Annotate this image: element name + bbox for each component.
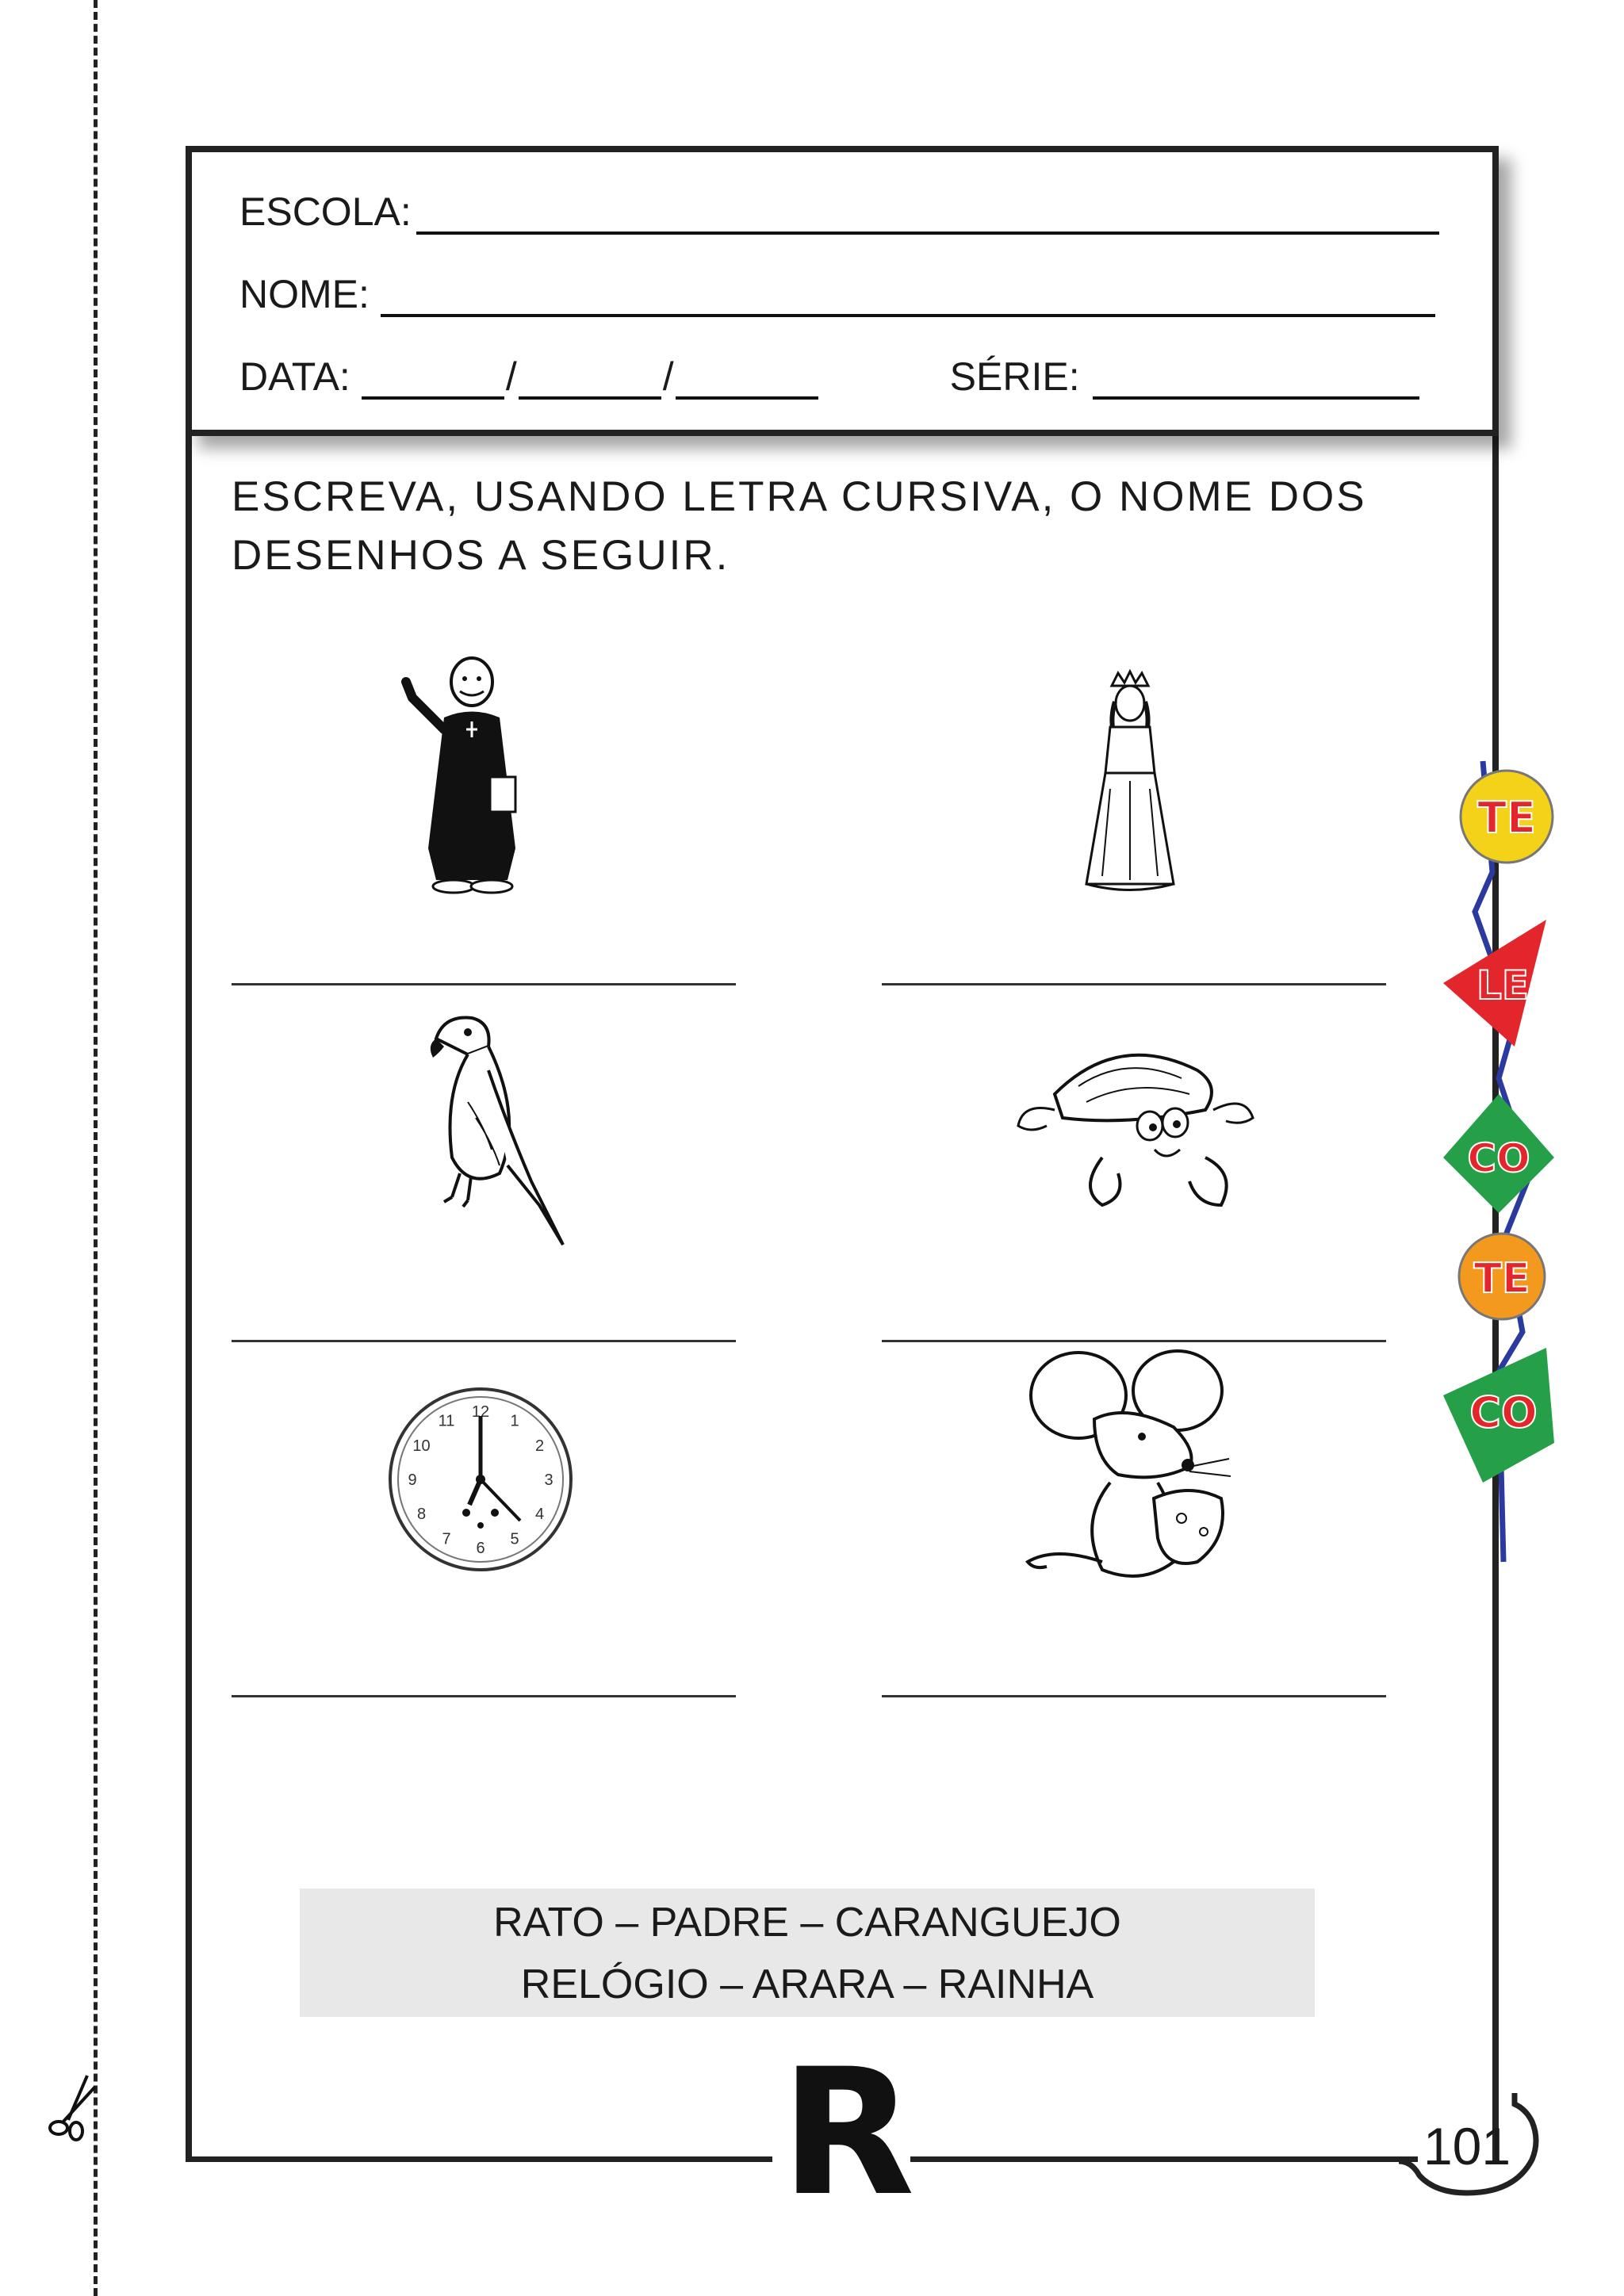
escola-field[interactable] xyxy=(416,197,1439,235)
answer-line-priest[interactable] xyxy=(232,983,736,985)
nome-row xyxy=(239,271,1435,317)
clock-number: 12 xyxy=(471,1403,490,1421)
data-row xyxy=(239,354,1419,400)
badge-label: TE xyxy=(1473,1255,1530,1303)
page-number: 101 xyxy=(1423,2117,1511,2175)
answer-line-clock[interactable] xyxy=(232,1695,736,1697)
month-field[interactable] xyxy=(519,362,661,400)
clock-number: 2 xyxy=(534,1437,545,1455)
instruction-text: ESCREVA, USANDO LETRA CURSIVA, O NOME DOS DESENHOS A SEGUIR. xyxy=(232,473,1367,579)
clock-number: 4 xyxy=(534,1506,545,1523)
answer-line-parrot[interactable] xyxy=(232,1340,736,1342)
clock-number: 8 xyxy=(416,1506,427,1523)
badge-label: CO xyxy=(1469,1387,1538,1437)
crab-illustration xyxy=(1007,1039,1261,1221)
badge-te-2 xyxy=(1459,1234,1545,1319)
day-field[interactable] xyxy=(362,362,504,400)
nome-field[interactable] xyxy=(381,279,1435,317)
mouse-illustration xyxy=(1023,1348,1253,1594)
badge-co-1 xyxy=(1443,1094,1554,1213)
clock-number: 11 xyxy=(438,1412,455,1430)
big-letter: R xyxy=(780,2031,915,2234)
letter-r-logo xyxy=(780,2031,915,2234)
header-form xyxy=(186,146,1499,436)
serie-field[interactable] xyxy=(1093,362,1419,400)
clock-number: 1 xyxy=(510,1412,519,1430)
badge-te-1 xyxy=(1461,771,1553,863)
badge-label: LE xyxy=(1476,962,1530,1008)
queen-illustration xyxy=(1078,670,1182,900)
date-separator: / xyxy=(662,354,674,399)
clock-number: 10 xyxy=(412,1437,431,1455)
escola-label: ESCOLA: xyxy=(239,189,412,234)
frame-bottom-line-left xyxy=(186,2156,772,2162)
clock-number: 6 xyxy=(476,1540,485,1557)
date-separator: / xyxy=(505,354,517,399)
scissors-icon xyxy=(30,2071,109,2142)
year-field[interactable] xyxy=(676,362,818,400)
clock-illustration xyxy=(387,1386,574,1573)
priest-illustration xyxy=(396,650,547,904)
badge-label: CO xyxy=(1467,1135,1530,1181)
clock-number: 3 xyxy=(544,1471,553,1489)
answer-line-queen[interactable] xyxy=(882,983,1386,985)
nome-label: NOME: xyxy=(239,272,370,316)
syllable-badges xyxy=(1427,729,1570,1570)
answer-line-crab[interactable] xyxy=(882,1340,1386,1342)
worksheet-frame xyxy=(186,146,1499,2161)
frame-bottom-line-right xyxy=(910,2156,1418,2162)
answer-line-mouse[interactable] xyxy=(882,1695,1386,1697)
clock-number: 7 xyxy=(442,1530,451,1548)
badge-le xyxy=(1443,920,1546,1047)
badge-label: TE xyxy=(1477,793,1536,843)
serie-label: SÉRIE: xyxy=(949,354,1080,399)
cut-guide-line xyxy=(94,0,98,2296)
clock-number: 9 xyxy=(408,1471,417,1489)
data-label: DATA: xyxy=(239,354,350,399)
word-bank-line-2: RELÓGIO – ARARA – RAINHA xyxy=(520,1961,1094,2007)
word-bank xyxy=(300,1888,1315,2017)
word-bank-line-1: RATO – PADRE – CARANGUEJO xyxy=(493,1900,1121,1946)
clock-number: 5 xyxy=(510,1530,519,1548)
escola-row xyxy=(239,189,1439,235)
parrot-illustration xyxy=(412,1007,579,1253)
